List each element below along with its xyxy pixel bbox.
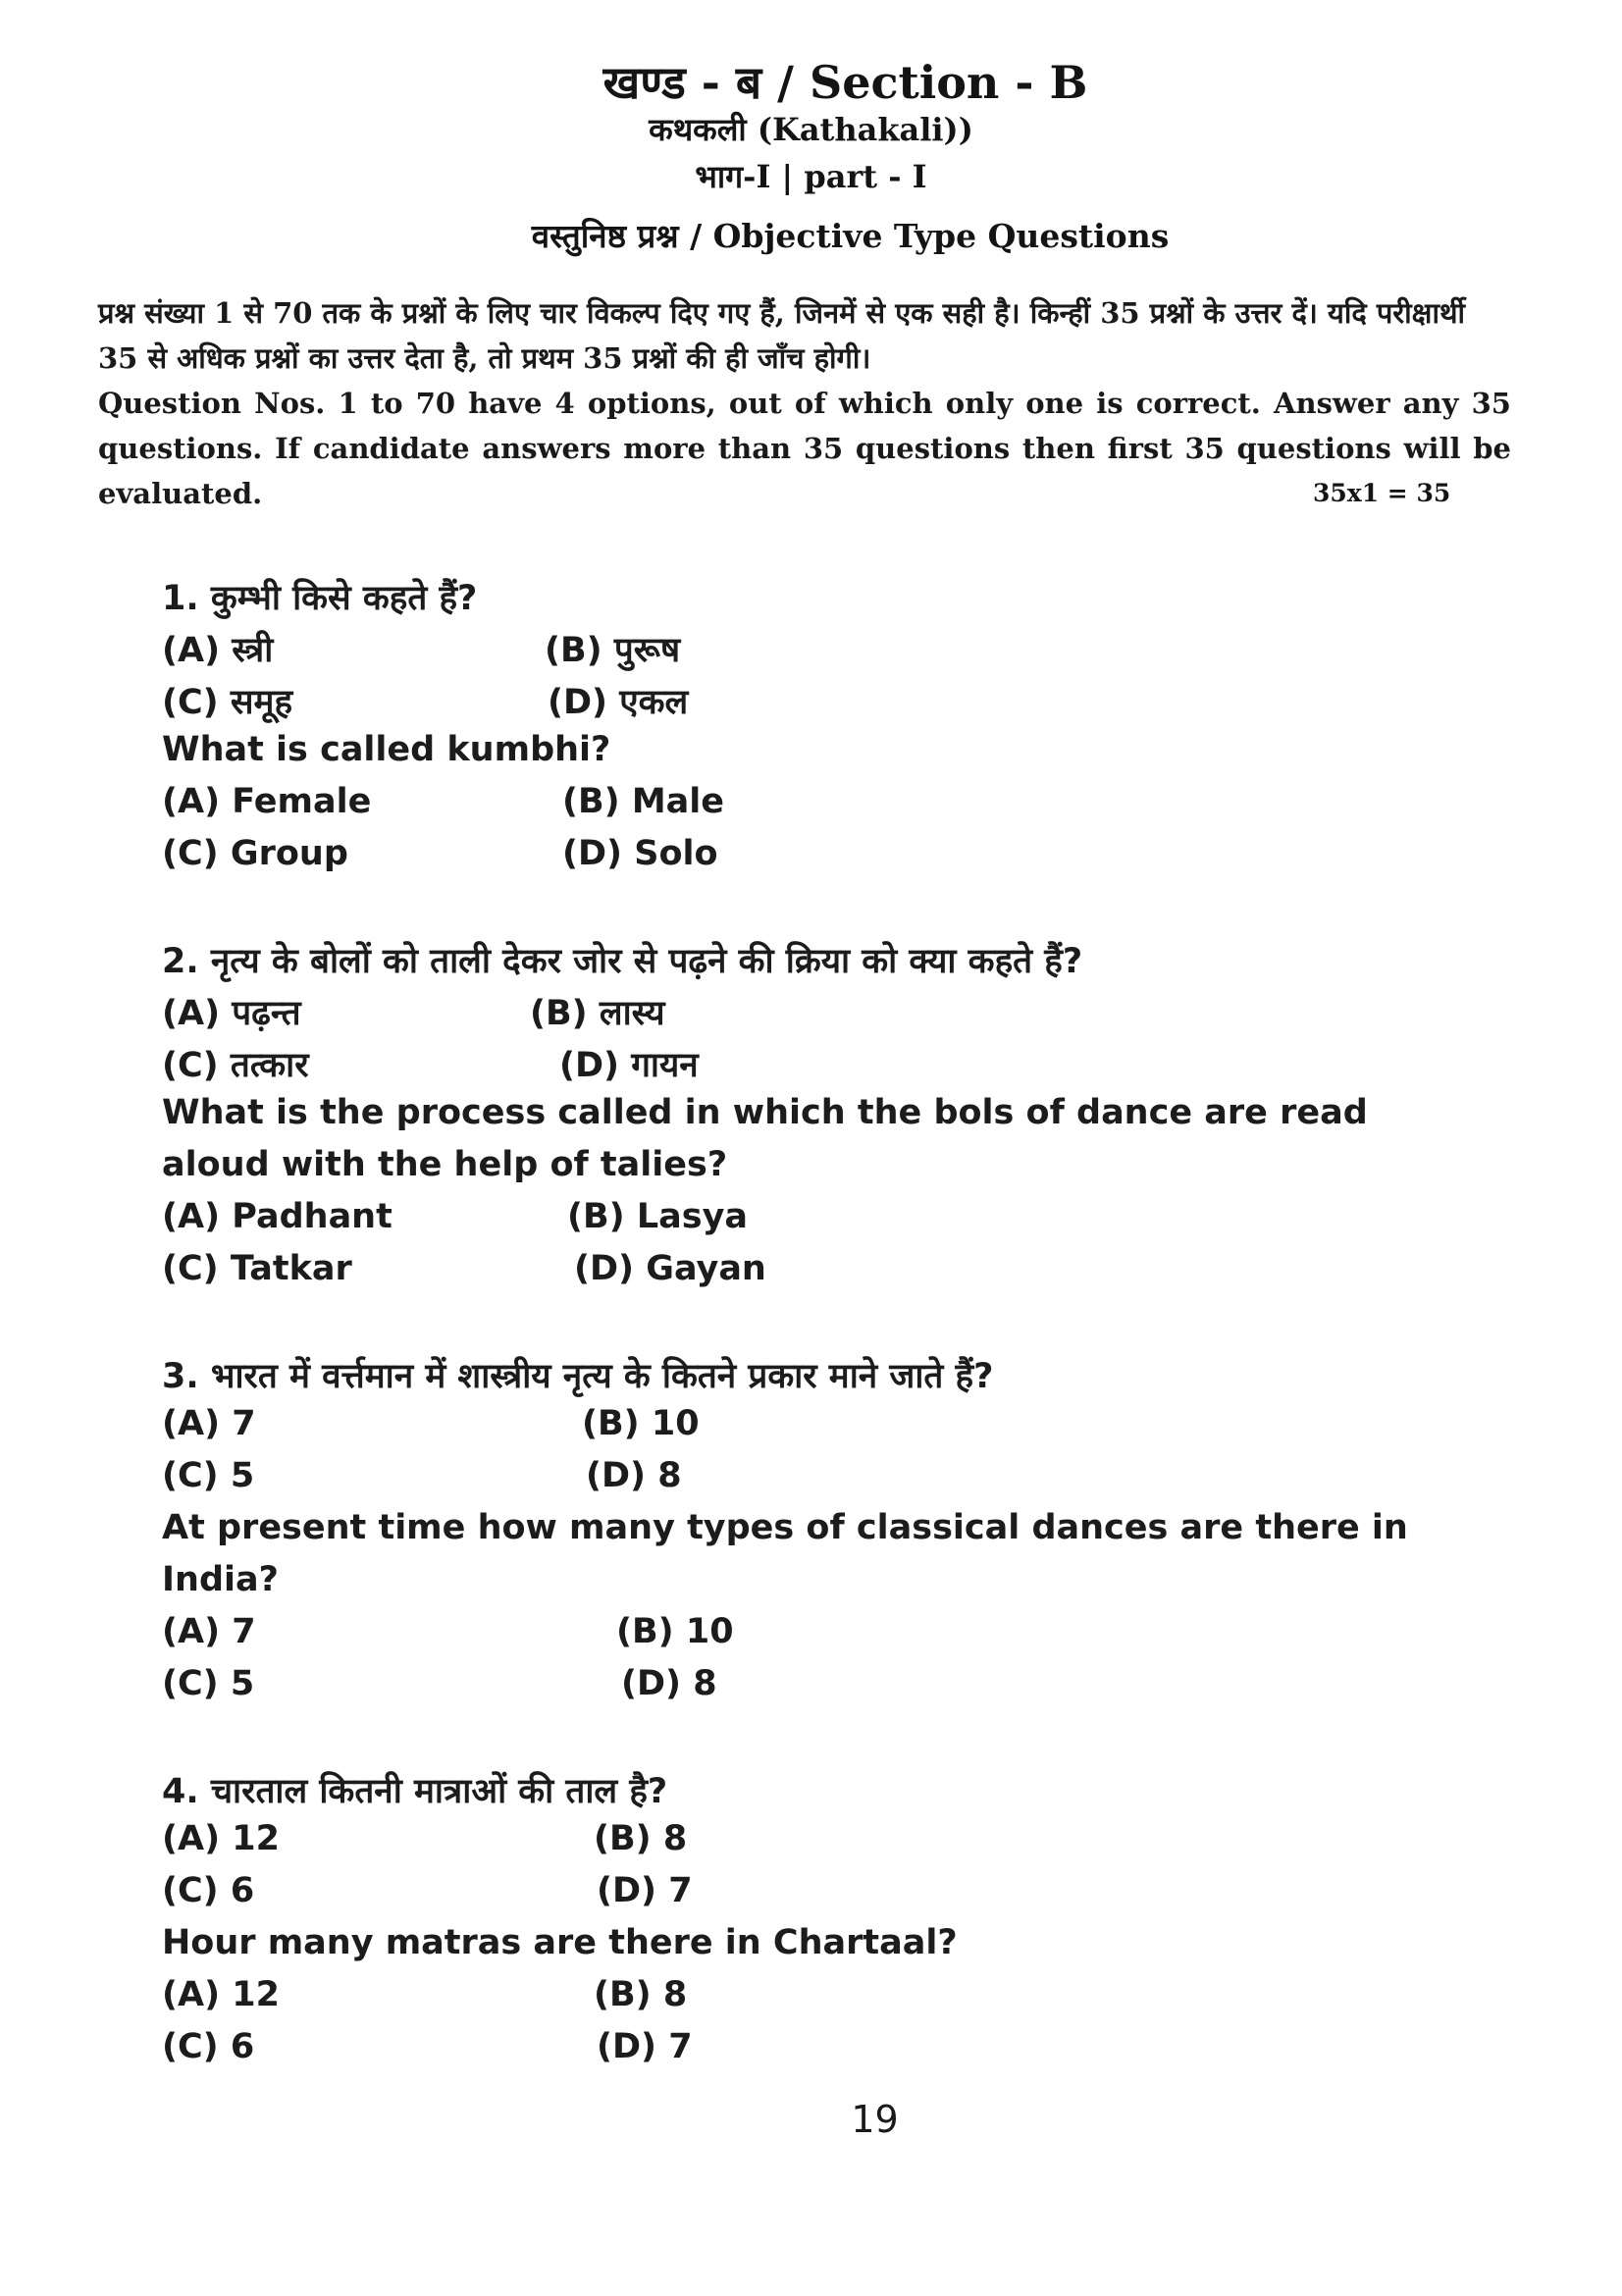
option-c-hindi: (C) समूह xyxy=(162,683,293,722)
instructions-english: Question Nos. 1 to 70 have 4 options, out of which only one is correct. Answer any 35 questions. If candidate answers more than 35 questions then first 35 questions will be evaluated. xyxy=(98,387,1511,510)
question-text-hindi: 2. नृत्य के बोलों को ताली देकर जोर से पढ़ने की क्रिया को क्या कहते हैं? xyxy=(162,942,1083,981)
option-c-english: (C) 5 xyxy=(162,1664,255,1703)
option-a-hindi: (A) स्त्री xyxy=(162,631,274,670)
option-a-hindi: (A) पढ़न्त xyxy=(162,994,301,1033)
part-heading: भाग-I | part - I xyxy=(695,158,927,195)
option-a-english: (A) Female xyxy=(162,782,372,821)
option-c-english: (C) Tatkar xyxy=(162,1249,352,1288)
question-text-hindi: 3. भारत में वर्त्तमान में शास्त्रीय नृत्य के कितने प्रकार माने जाते हैं? xyxy=(162,1357,994,1396)
option-c-hindi: (C) तत्कार xyxy=(162,1046,309,1085)
instructions-hindi: प्रश्न संख्या 1 से 70 तक के प्रश्नों के लिए चार विकल्प दिए गए हैं, जिनमें से एक सही है। किन्हीं 35 प्रश्नों के उत्तर दें। यदि परीक्षार्थी 35 से अधिक प्रश्नों का उत्तर देता है, तो प्रथम 35 प्रश्नों की ही जाँच होगी। xyxy=(98,296,1466,375)
section-heading: खण्ड - ब / Section - B xyxy=(602,56,1088,109)
question-type-heading: वस्तुनिष्ठ प्रश्न / Objective Type Questions xyxy=(531,217,1170,255)
subject-heading: कथकली (Kathakali)) xyxy=(649,111,973,148)
option-b-hindi: (B) 8 xyxy=(594,1819,688,1858)
option-b-english: (B) Lasya xyxy=(567,1197,749,1236)
question-text-english: What is the process called in which the bols of dance are read xyxy=(162,1093,1368,1132)
option-a-english: (A) 7 xyxy=(162,1612,256,1651)
option-a-hindi: (A) 12 xyxy=(162,1819,280,1858)
option-a-hindi: (A) 7 xyxy=(162,1404,256,1443)
option-b-english: (B) 10 xyxy=(616,1612,734,1651)
option-d-english: (D) Gayan xyxy=(574,1249,766,1288)
option-c-english: (C) 6 xyxy=(162,2027,255,2066)
question-text-hindi: 1. कुम्भी किसे कहते हैं? xyxy=(162,579,478,618)
option-d-english: (D) 7 xyxy=(597,2027,693,2066)
question-text-english-cont: India? xyxy=(162,1560,279,1599)
option-d-hindi: (D) एकल xyxy=(548,683,689,722)
option-d-hindi: (D) गायन xyxy=(559,1046,699,1085)
option-b-english: (B) 8 xyxy=(594,1975,688,2014)
option-d-english: (D) Solo xyxy=(562,834,718,873)
marks-allocation: 35x1 = 35 xyxy=(1313,479,1451,507)
option-b-hindi: (B) लास्य xyxy=(530,994,665,1033)
question-text-english: At present time how many types of classical dances are there in xyxy=(162,1508,1408,1547)
option-d-hindi: (D) 7 xyxy=(597,1871,693,1910)
option-d-hindi: (D) 8 xyxy=(586,1456,682,1495)
question-text-english-cont: aloud with the help of talies? xyxy=(162,1145,728,1184)
option-c-english: (C) Group xyxy=(162,834,348,873)
option-b-hindi: (B) पुरूष xyxy=(545,631,681,670)
page-number: 19 xyxy=(851,2098,899,2141)
option-c-hindi: (C) 6 xyxy=(162,1871,255,1910)
question-text-hindi: 4. चारताल कितनी मात्राओं की ताल है? xyxy=(162,1772,668,1811)
option-c-hindi: (C) 5 xyxy=(162,1456,255,1495)
option-a-english: (A) Padhant xyxy=(162,1197,392,1236)
question-text-english: Hour many matras are there in Chartaal? xyxy=(162,1923,958,1962)
question-text-english: What is called kumbhi? xyxy=(162,730,611,769)
option-a-english: (A) 12 xyxy=(162,1975,280,2014)
option-b-hindi: (B) 10 xyxy=(582,1404,700,1443)
option-b-english: (B) Male xyxy=(562,782,725,821)
option-d-english: (D) 8 xyxy=(621,1664,717,1703)
